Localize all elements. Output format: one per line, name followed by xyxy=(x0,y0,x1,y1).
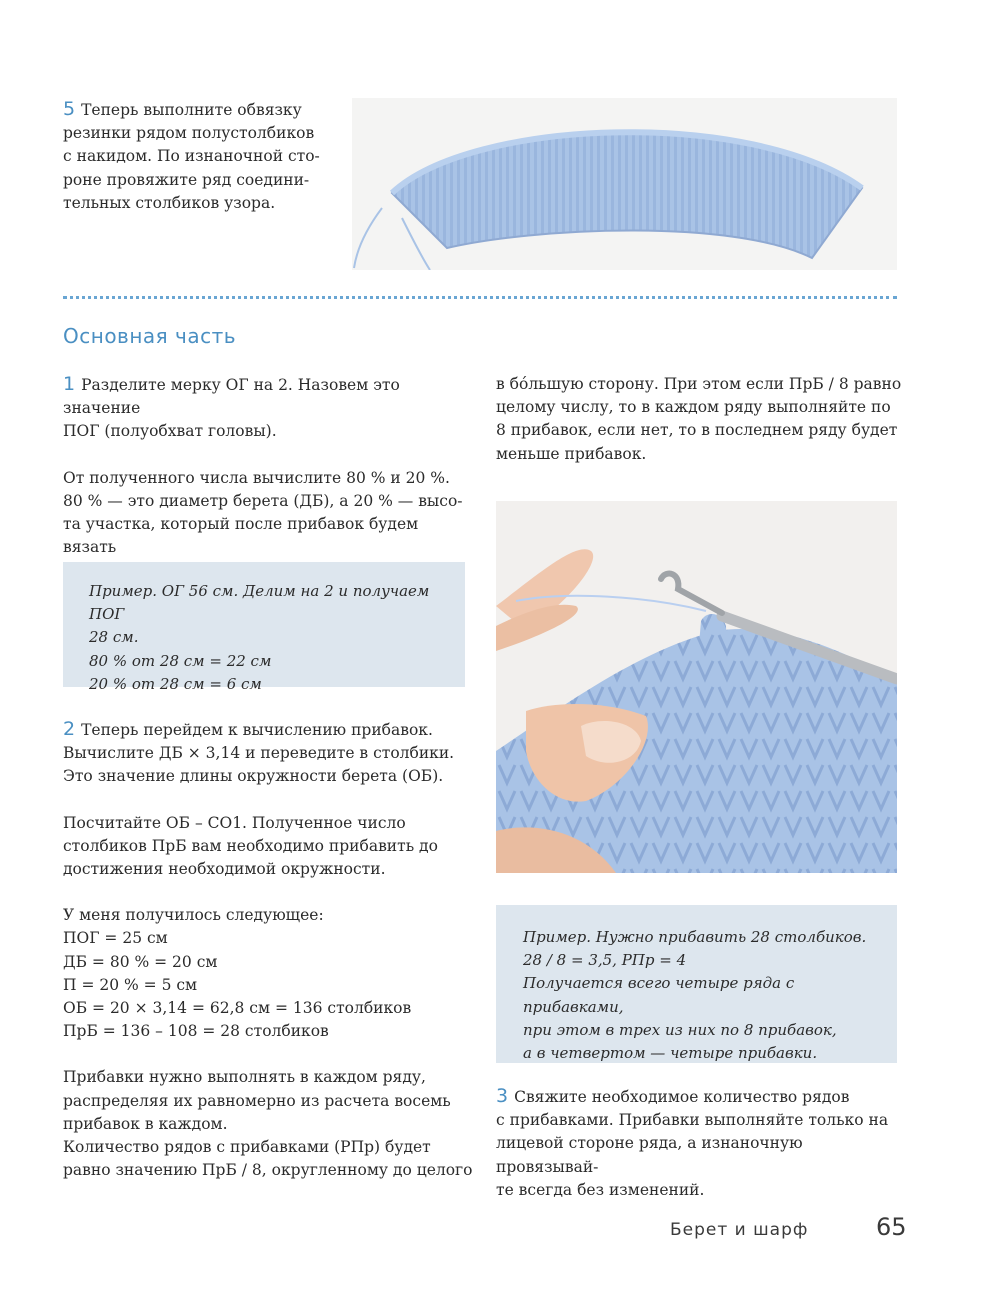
text-line: Это значение длины окружности берета (ОБ). xyxy=(63,767,444,786)
step5-line: роне провяжите ряд соедини- xyxy=(63,170,310,189)
text-line: Посчитайте ОБ – СО1. Полученное число xyxy=(63,813,406,832)
ribbed-band-photo xyxy=(352,98,897,270)
text-line: с прибавками. Прибавки выполняйте только на xyxy=(496,1111,889,1130)
example-line: 80 % от 28 см = 22 см xyxy=(89,651,272,670)
text-line: ОБ = 20 × 3,14 = 62,8 см = 136 столбиков xyxy=(63,999,412,1018)
footer-title: Берет и шарф xyxy=(670,1220,809,1240)
text-line: лицевой стороне ряда, а изнаночную провязывай- xyxy=(496,1134,803,1176)
section-title: Основная часть xyxy=(63,324,237,348)
text-line: столбиков ПрБ вам необходимо прибавить до xyxy=(63,836,438,855)
step3-block xyxy=(496,1085,906,1202)
example-line: 28 / 8 = 3,5, РПр = 4 xyxy=(523,951,687,970)
text-line: в бóльшую сторону. При этом если ПрБ / 8 равно xyxy=(496,375,902,393)
text-line: Прибавки нужно выполнять в каждом ряду, xyxy=(63,1068,426,1087)
section-divider xyxy=(63,296,897,299)
example-line: при этом в трех из них по 8 прибавок, xyxy=(523,1020,837,1039)
text-line: меньше прибавок. xyxy=(496,444,647,463)
step5-block xyxy=(63,98,343,215)
page-number: 65 xyxy=(876,1213,907,1241)
text-line: прибавок в каждом. xyxy=(63,1114,228,1133)
text-line: Разделите мерку ОГ на 2. Назовем это значение xyxy=(63,376,400,418)
step2-block xyxy=(63,718,473,1205)
step1-number: 1 xyxy=(63,373,76,395)
text-line: распределяя их равномерно из расчета восемь xyxy=(63,1091,451,1110)
crochet-photo xyxy=(496,501,897,873)
example-box-2 xyxy=(496,905,897,1063)
text-line: Вычислите ДБ × 3,14 и переведите в столбики. xyxy=(63,744,455,763)
step3-number: 3 xyxy=(496,1085,509,1107)
text-line: равно значению ПрБ / 8, округленному до целого xyxy=(63,1161,473,1180)
right-column xyxy=(496,373,906,466)
example-line: 20 % от 28 см = 6 см xyxy=(89,674,262,693)
text-line: ПОГ (полуобхват головы). xyxy=(63,422,277,441)
example-line: а в четвертом — четыре прибавки. xyxy=(523,1044,818,1063)
step5-number: 5 xyxy=(63,98,76,120)
text-line: Теперь перейдем к вычислению прибавок. xyxy=(81,721,433,739)
text-line: ПрБ = 136 – 108 = 28 столбиков xyxy=(63,1022,329,1041)
text-line: те всегда без изменений. xyxy=(496,1180,705,1199)
example-box-1 xyxy=(63,562,465,693)
step5-line: Теперь выполните обвязку xyxy=(81,101,302,119)
text-line: 80 % — это диаметр берета (ДБ), а 20 % — высо- xyxy=(63,491,463,510)
text-line: целому числу, то в каждом ряду выполняйте по xyxy=(496,398,891,417)
example-line: Пример. ОГ 56 см. Делим на 2 и получаем ПОГ xyxy=(89,582,430,624)
step2-number: 2 xyxy=(63,718,76,740)
text-line: та участка, который после прибавок будем вязать xyxy=(63,515,419,557)
example-line: Пример. Нужно прибавить 28 столбиков. xyxy=(523,928,867,946)
example-line: 28 см. xyxy=(89,628,139,647)
text-line: ПОГ = 25 см xyxy=(63,929,168,948)
text-line: 8 прибавок, если нет, то в последнем ряду будет xyxy=(496,421,898,440)
step5-line: с накидом. По изнаночной сто- xyxy=(63,147,320,166)
text-line: От полученного числа вычислите 80 % и 20 %. xyxy=(63,468,450,487)
text-line: П = 20 % = 5 см xyxy=(63,975,198,994)
step1-para1 xyxy=(63,373,473,444)
text-line: У меня получилось следующее: xyxy=(63,906,324,925)
text-line: достижения необходимой окружности. xyxy=(63,860,386,879)
text-line: Количество рядов с прибавками (РПр) будет xyxy=(63,1138,431,1157)
step5-line: тельных столбиков узора. xyxy=(63,193,276,212)
example-line: Получается всего четыре ряда с прибавками, xyxy=(523,974,795,1016)
text-line: Свяжите необходимое количество рядов xyxy=(514,1088,850,1106)
text-line: ДБ = 80 % = 20 см xyxy=(63,952,218,971)
step5-line: резинки рядом полустолбиков xyxy=(63,124,315,143)
